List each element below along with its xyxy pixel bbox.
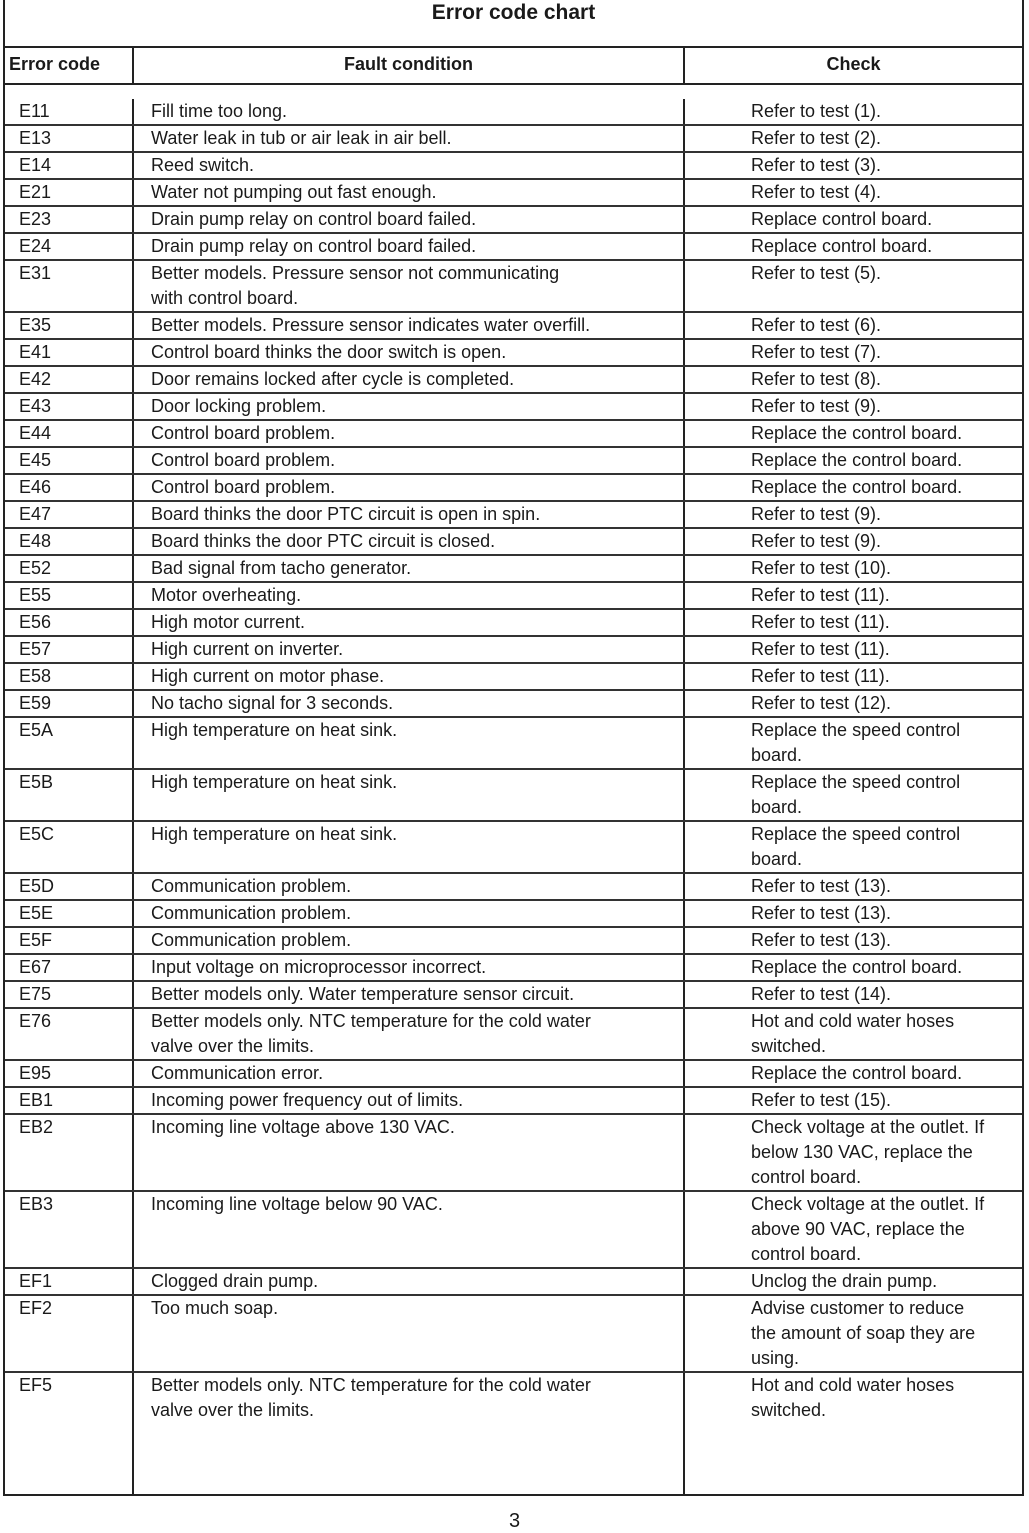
table-row xyxy=(5,153,1022,180)
check-cell: Check voltage at the outlet. If above 90 VAC, replace the control board. xyxy=(751,1194,985,1264)
table-row xyxy=(5,126,1022,153)
table-body xyxy=(5,85,1022,1494)
check-cell: Replace the control board. xyxy=(751,450,963,470)
table-row xyxy=(5,207,1022,234)
check-cell: Refer to test (14). xyxy=(751,984,892,1004)
error-code-cell: E21 xyxy=(5,180,134,205)
fault-condition-cell: Drain pump relay on control board failed. xyxy=(134,207,685,232)
table-row xyxy=(5,1115,1022,1192)
fault-condition-cell: Communication error. xyxy=(134,1061,685,1086)
fault-condition-cell: Bad signal from tacho generator. xyxy=(134,556,685,581)
fault-condition-cell: Drain pump relay on control board failed. xyxy=(134,234,685,259)
fault-condition-cell: High current on inverter. xyxy=(134,637,685,662)
table-row xyxy=(5,261,1022,313)
header-error-code: Error code xyxy=(5,48,134,83)
fault-condition-cell: Board thinks the door PTC circuit is open in spin. xyxy=(134,502,685,527)
table-row xyxy=(5,234,1022,261)
error-code-cell: E11 xyxy=(5,99,134,124)
check-cell: Hot and cold water hoses switched. xyxy=(751,1011,955,1056)
error-code-cell: EF2 xyxy=(5,1296,134,1371)
check-cell: Refer to test (5). xyxy=(751,263,882,283)
check-cell: Refer to test (1). xyxy=(751,101,882,121)
fault-condition-cell: Communication problem. xyxy=(134,874,685,899)
error-code-cell: E5C xyxy=(5,822,134,872)
fault-condition-cell: Control board problem. xyxy=(134,475,685,500)
page-number: 3 xyxy=(508,1510,521,1532)
error-code-cell: E42 xyxy=(5,367,134,392)
check-cell: Refer to test (3). xyxy=(751,155,882,175)
table-row xyxy=(5,637,1022,664)
fault-condition-cell: Clogged drain pump. xyxy=(134,1269,685,1294)
fault-condition-cell: Communication problem. xyxy=(134,901,685,926)
error-code-cell: EB1 xyxy=(5,1088,134,1113)
error-code-cell: E13 xyxy=(5,126,134,151)
fault-condition-cell: Communication problem. xyxy=(134,928,685,953)
fault-condition-cell: Better models only. NTC temperature for the cold water valve over the limits. xyxy=(134,1009,685,1059)
error-code-cell: E14 xyxy=(5,153,134,178)
fault-condition-cell: Incoming power frequency out of limits. xyxy=(134,1088,685,1113)
error-code-cell: E45 xyxy=(5,448,134,473)
check-cell: Refer to test (9). xyxy=(751,396,882,416)
table-row xyxy=(5,901,1022,928)
check-cell: Refer to test (8). xyxy=(751,369,882,389)
table-row xyxy=(5,502,1022,529)
fault-condition-cell: High temperature on heat sink. xyxy=(134,718,685,768)
check-cell: Replace the control board. xyxy=(751,477,963,497)
error-code-cell: E55 xyxy=(5,583,134,608)
check-cell: Replace the control board. xyxy=(751,957,963,977)
check-cell: Advise customer to reduce the amount of soap they are using. xyxy=(751,1298,976,1368)
check-cell: Refer to test (11). xyxy=(751,585,890,605)
fault-condition-cell: High temperature on heat sink. xyxy=(134,822,685,872)
fault-condition-cell: Better models only. Water temperature sensor circuit. xyxy=(134,982,685,1007)
header-fault-condition: Fault condition xyxy=(134,48,685,83)
table-row xyxy=(5,1373,1022,1494)
error-code-cell: E5A xyxy=(5,718,134,768)
error-code-cell: E24 xyxy=(5,234,134,259)
error-code-cell: EF5 xyxy=(5,1373,134,1494)
table-row xyxy=(5,874,1022,901)
fault-condition-cell: Control board problem. xyxy=(134,421,685,446)
error-code-cell: E31 xyxy=(5,261,134,311)
fault-condition-cell: Motor overheating. xyxy=(134,583,685,608)
check-cell: Check voltage at the outlet. If below 130 VAC, replace the control board. xyxy=(751,1117,985,1187)
fault-condition-cell: Board thinks the door PTC circuit is closed. xyxy=(134,529,685,554)
table-row xyxy=(5,448,1022,475)
table-row xyxy=(5,822,1022,874)
table-row xyxy=(5,313,1022,340)
table-row xyxy=(5,718,1022,770)
error-code-cell: E44 xyxy=(5,421,134,446)
fault-condition-cell: Too much soap. xyxy=(134,1296,685,1371)
error-code-cell: E41 xyxy=(5,340,134,365)
check-cell: Refer to test (11). xyxy=(751,612,890,632)
table-row xyxy=(5,610,1022,637)
fault-condition-cell: High motor current. xyxy=(134,610,685,635)
table-row xyxy=(5,529,1022,556)
table-row xyxy=(5,85,1022,126)
fault-condition-cell: High temperature on heat sink. xyxy=(134,770,685,820)
fault-condition-cell: Door remains locked after cycle is completed. xyxy=(134,367,685,392)
table-row xyxy=(5,664,1022,691)
fault-condition-cell: Better models only. NTC temperature for the cold water valve over the limits. xyxy=(134,1373,685,1494)
fault-condition-cell: Water not pumping out fast enough. xyxy=(134,180,685,205)
error-code-table xyxy=(3,0,1024,1496)
table-row xyxy=(5,394,1022,421)
error-code-cell: E35 xyxy=(5,313,134,338)
error-code-cell: E5E xyxy=(5,901,134,926)
error-code-cell: E52 xyxy=(5,556,134,581)
error-code-cell: E59 xyxy=(5,691,134,716)
table-row xyxy=(5,982,1022,1009)
table-row xyxy=(5,340,1022,367)
check-cell: Refer to test (11). xyxy=(751,666,890,686)
check-cell: Unclog the drain pump. xyxy=(751,1271,938,1291)
error-code-cell: EB3 xyxy=(5,1192,134,1267)
check-cell: Replace the speed control board. xyxy=(751,772,961,817)
error-code-cell: E76 xyxy=(5,1009,134,1059)
table-row xyxy=(5,1192,1022,1269)
table-title: Error code chart xyxy=(5,0,1022,48)
fault-condition-cell: High current on motor phase. xyxy=(134,664,685,689)
table-row xyxy=(5,770,1022,822)
fault-condition-cell: Reed switch. xyxy=(134,153,685,178)
table-row xyxy=(5,180,1022,207)
table-row xyxy=(5,475,1022,502)
check-cell: Refer to test (9). xyxy=(751,531,882,551)
check-cell: Replace the speed control board. xyxy=(751,720,961,765)
fault-condition-cell: Input voltage on microprocessor incorrect. xyxy=(134,955,685,980)
check-cell: Replace control board. xyxy=(751,236,933,256)
fault-condition-cell: Water leak in tub or air leak in air bell. xyxy=(134,126,685,151)
check-cell: Refer to test (15). xyxy=(751,1090,892,1110)
error-code-cell: E5B xyxy=(5,770,134,820)
error-code-cell: E23 xyxy=(5,207,134,232)
fault-condition-cell: Door locking problem. xyxy=(134,394,685,419)
fault-condition-cell: Control board thinks the door switch is open. xyxy=(134,340,685,365)
table-row xyxy=(5,1088,1022,1115)
error-code-cell: E48 xyxy=(5,529,134,554)
fault-condition-cell: Control board problem. xyxy=(134,448,685,473)
check-cell: Hot and cold water hoses switched. xyxy=(751,1375,955,1420)
fault-condition-cell: Incoming line voltage below 90 VAC. xyxy=(134,1192,685,1267)
error-code-cell: EB2 xyxy=(5,1115,134,1190)
table-row xyxy=(5,583,1022,610)
table-header xyxy=(5,48,1022,85)
check-cell: Replace the speed control board. xyxy=(751,824,961,869)
fault-condition-cell: No tacho signal for 3 seconds. xyxy=(134,691,685,716)
check-cell: Refer to test (13). xyxy=(751,876,892,896)
check-cell: Refer to test (13). xyxy=(751,930,892,950)
error-code-cell: E58 xyxy=(5,664,134,689)
check-cell: Refer to test (4). xyxy=(751,182,882,202)
error-code-cell: E46 xyxy=(5,475,134,500)
check-cell: Replace the control board. xyxy=(751,423,963,443)
check-cell: Refer to test (10). xyxy=(751,558,892,578)
table-row xyxy=(5,955,1022,982)
fault-condition-cell: Incoming line voltage above 130 VAC. xyxy=(134,1115,685,1190)
table-row xyxy=(5,367,1022,394)
error-code-cell: E43 xyxy=(5,394,134,419)
check-cell: Refer to test (12). xyxy=(751,693,892,713)
error-code-cell: EF1 xyxy=(5,1269,134,1294)
table-row xyxy=(5,1061,1022,1088)
error-code-cell: E56 xyxy=(5,610,134,635)
fault-condition-cell: Better models. Pressure sensor not communicating with control board. xyxy=(134,261,685,311)
error-code-cell: E47 xyxy=(5,502,134,527)
check-cell: Refer to test (11). xyxy=(751,639,890,659)
check-cell: Refer to test (7). xyxy=(751,342,882,362)
error-code-cell: E57 xyxy=(5,637,134,662)
error-code-cell: E5F xyxy=(5,928,134,953)
table-row xyxy=(5,421,1022,448)
table-row xyxy=(5,556,1022,583)
check-cell: Replace the control board. xyxy=(751,1063,963,1083)
fault-condition-cell: Fill time too long. xyxy=(134,99,685,124)
error-code-cell: E75 xyxy=(5,982,134,1007)
table-row xyxy=(5,928,1022,955)
error-code-cell: E95 xyxy=(5,1061,134,1086)
header-check: Check xyxy=(826,54,881,74)
fault-condition-cell: Better models. Pressure sensor indicates water overfill. xyxy=(134,313,685,338)
check-cell: Refer to test (2). xyxy=(751,128,882,148)
error-code-cell: E5D xyxy=(5,874,134,899)
check-cell: Replace control board. xyxy=(751,209,933,229)
table-row xyxy=(5,1009,1022,1061)
table-row xyxy=(5,1296,1022,1373)
check-cell: Refer to test (6). xyxy=(751,315,882,335)
table-row xyxy=(5,1269,1022,1296)
check-cell: Refer to test (9). xyxy=(751,504,882,524)
table-row xyxy=(5,691,1022,718)
check-cell: Refer to test (13). xyxy=(751,903,892,923)
error-code-cell: E67 xyxy=(5,955,134,980)
